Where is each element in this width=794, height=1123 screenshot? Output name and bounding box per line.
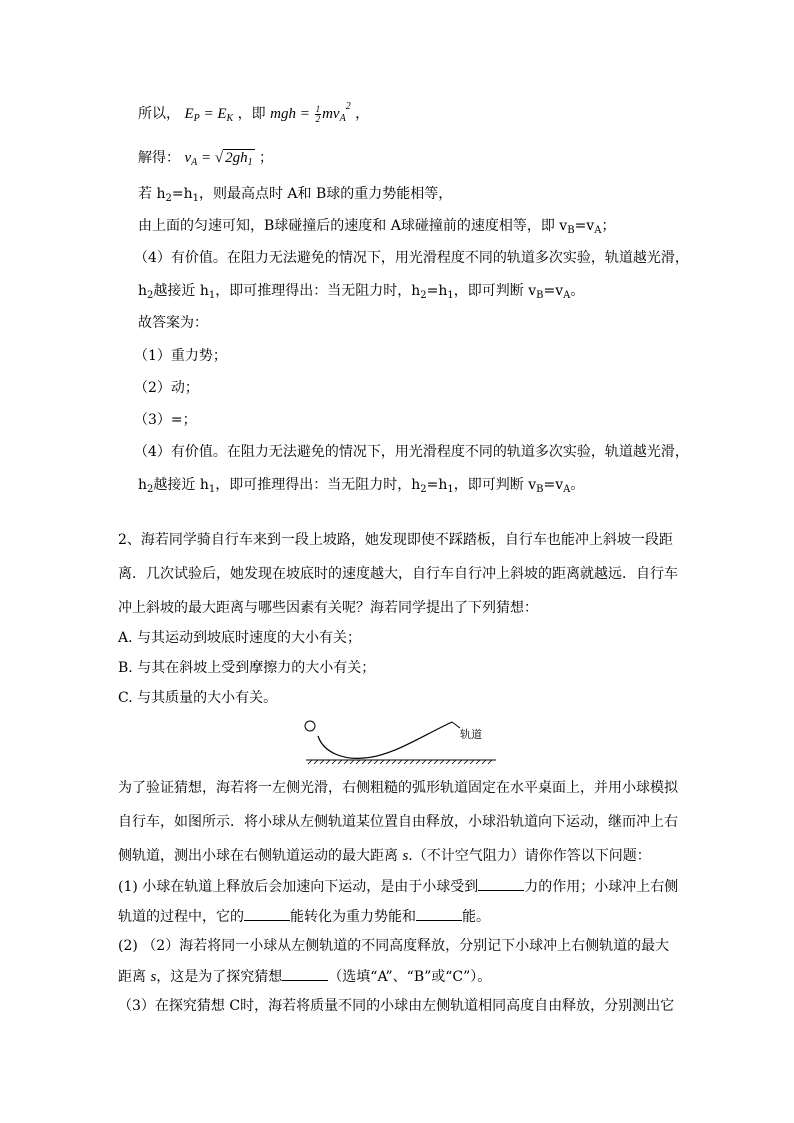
text-comma: ， <box>355 106 370 122</box>
formula-ep: $E_P$ <box>184 106 200 124</box>
subquestion-1: (1) 小球在轨道上释放后会加速向下运动，是由于小球受到 力的作用；小球冲上右侧 <box>118 876 678 897</box>
solve-label: 解得： <box>138 150 180 166</box>
track-label-pointer <box>452 722 460 728</box>
question2-para-4: 为了验证猜想，海若将一左侧光滑，右侧粗糙的弧形轨道固定在水平桌面上，并用小球模拟 <box>118 780 678 796</box>
ground-hatching <box>308 760 492 764</box>
answer-1: （1）重力势； <box>134 348 227 364</box>
question2-para-1: 2、海若同学骑自行车来到一段上坡路，她发现即使不踩踏板，自行车也能冲上斜坡一段距 <box>118 532 673 548</box>
track-diagram <box>300 712 500 768</box>
question2-para-3: 冲上斜坡的最大距离与哪些因素有关呢？海若同学提出了下列猜想： <box>118 600 538 616</box>
solution-solve-line <box>138 148 273 173</box>
solution-line-3: 若 $h_2=h_1$，则最高点时 A和 B球的重力势能相等， <box>138 186 453 204</box>
track-figure <box>300 712 500 768</box>
option-a: A. 与其运动到坡底时速度的大小有关； <box>118 630 362 646</box>
subquestion-2: (2) （2）海若将同一小球从左侧轨道的不同高度释放，分别记下小球冲上右侧轨道的最大 <box>118 938 670 954</box>
text-then: ，即 <box>237 106 266 122</box>
answer-blank-1[interactable] <box>478 876 524 891</box>
question2-para-5: 自行车，如图所示．将小球从左侧轨道某位置自由释放，小球沿轨道向下运动，继而冲上右 <box>118 814 678 830</box>
answer-3: （3）=； <box>134 412 197 428</box>
option-c: C. 与其质量的大小有关。 <box>118 690 278 706</box>
answer-4: （4）有价值。在阻力无法避免的情况下，用光滑程度不同的轨道多次实验，轨道越光滑， <box>134 444 689 460</box>
subquestion-1-cont: 轨道的过程中，它的 能转化为重力势能和 能。 <box>118 906 490 927</box>
formula-va: $v_A$ = √ $2gh_1$ <box>184 150 253 168</box>
answer-blank-2[interactable] <box>244 906 290 921</box>
ball-icon <box>305 721 315 731</box>
subquestion-2-cont: 距离 s，这是为了探究猜想 （选填“A”、“B”或“C”）。 <box>118 966 491 987</box>
equals-sign: = <box>199 106 218 122</box>
subquestion-3: （3）在探究猜想 C时，海若将质量不同的小球由左侧轨道相同高度自由释放，分别测出它 <box>118 998 675 1014</box>
question2-para-6: 侧轨道，测出小球在右侧轨道运动的最大距离 s.（不计空气阻力）请你作答以下问题： <box>118 848 651 864</box>
track-label: 轨道 <box>460 728 482 741</box>
track-curve <box>318 722 452 758</box>
answer-blank-3[interactable] <box>416 906 462 921</box>
formula-energy: mgh = $\frac{1}{2}$ $mv_A^2$ <box>270 101 351 125</box>
text-semicolon: ； <box>259 150 274 166</box>
formula-ek: $E_K$ <box>217 106 234 124</box>
solution-so-line <box>138 101 370 129</box>
option-b: B. 与其在斜坡上受到摩擦力的大小有关； <box>118 660 376 676</box>
solution-line-5: （4）有价值。在阻力无法避免的情况下，用光滑程度不同的轨道多次实验，轨道越光滑， <box>134 250 689 266</box>
text-so: 所以， <box>138 106 180 122</box>
solution-line-6: $h_2$越接近 $h_1$，即可推理得出：当无阻力时，$h_2=h_1$，即可判断 $v_B=v_A$。 <box>138 283 585 301</box>
answer-blank-4[interactable] <box>282 966 328 981</box>
solution-line-4: 由上面的匀速可知，B球碰撞后的速度和 A球碰撞前的速度相等，即 $v_B=v_A$； <box>138 218 616 236</box>
answer-4-cont: $h_2$越接近 $h_1$，即可推理得出：当无阻力时，$h_2=h_1$，即可判断 $v_B=v_A$。 <box>138 477 585 495</box>
question2-para-2: 离．几次试验后，她发现在坡底时的速度越大，自行车自行冲上斜坡的距离就越远．自行车 <box>118 566 678 582</box>
answer-2: （2）动； <box>134 380 199 396</box>
answer-label: 故答案为： <box>138 315 208 331</box>
